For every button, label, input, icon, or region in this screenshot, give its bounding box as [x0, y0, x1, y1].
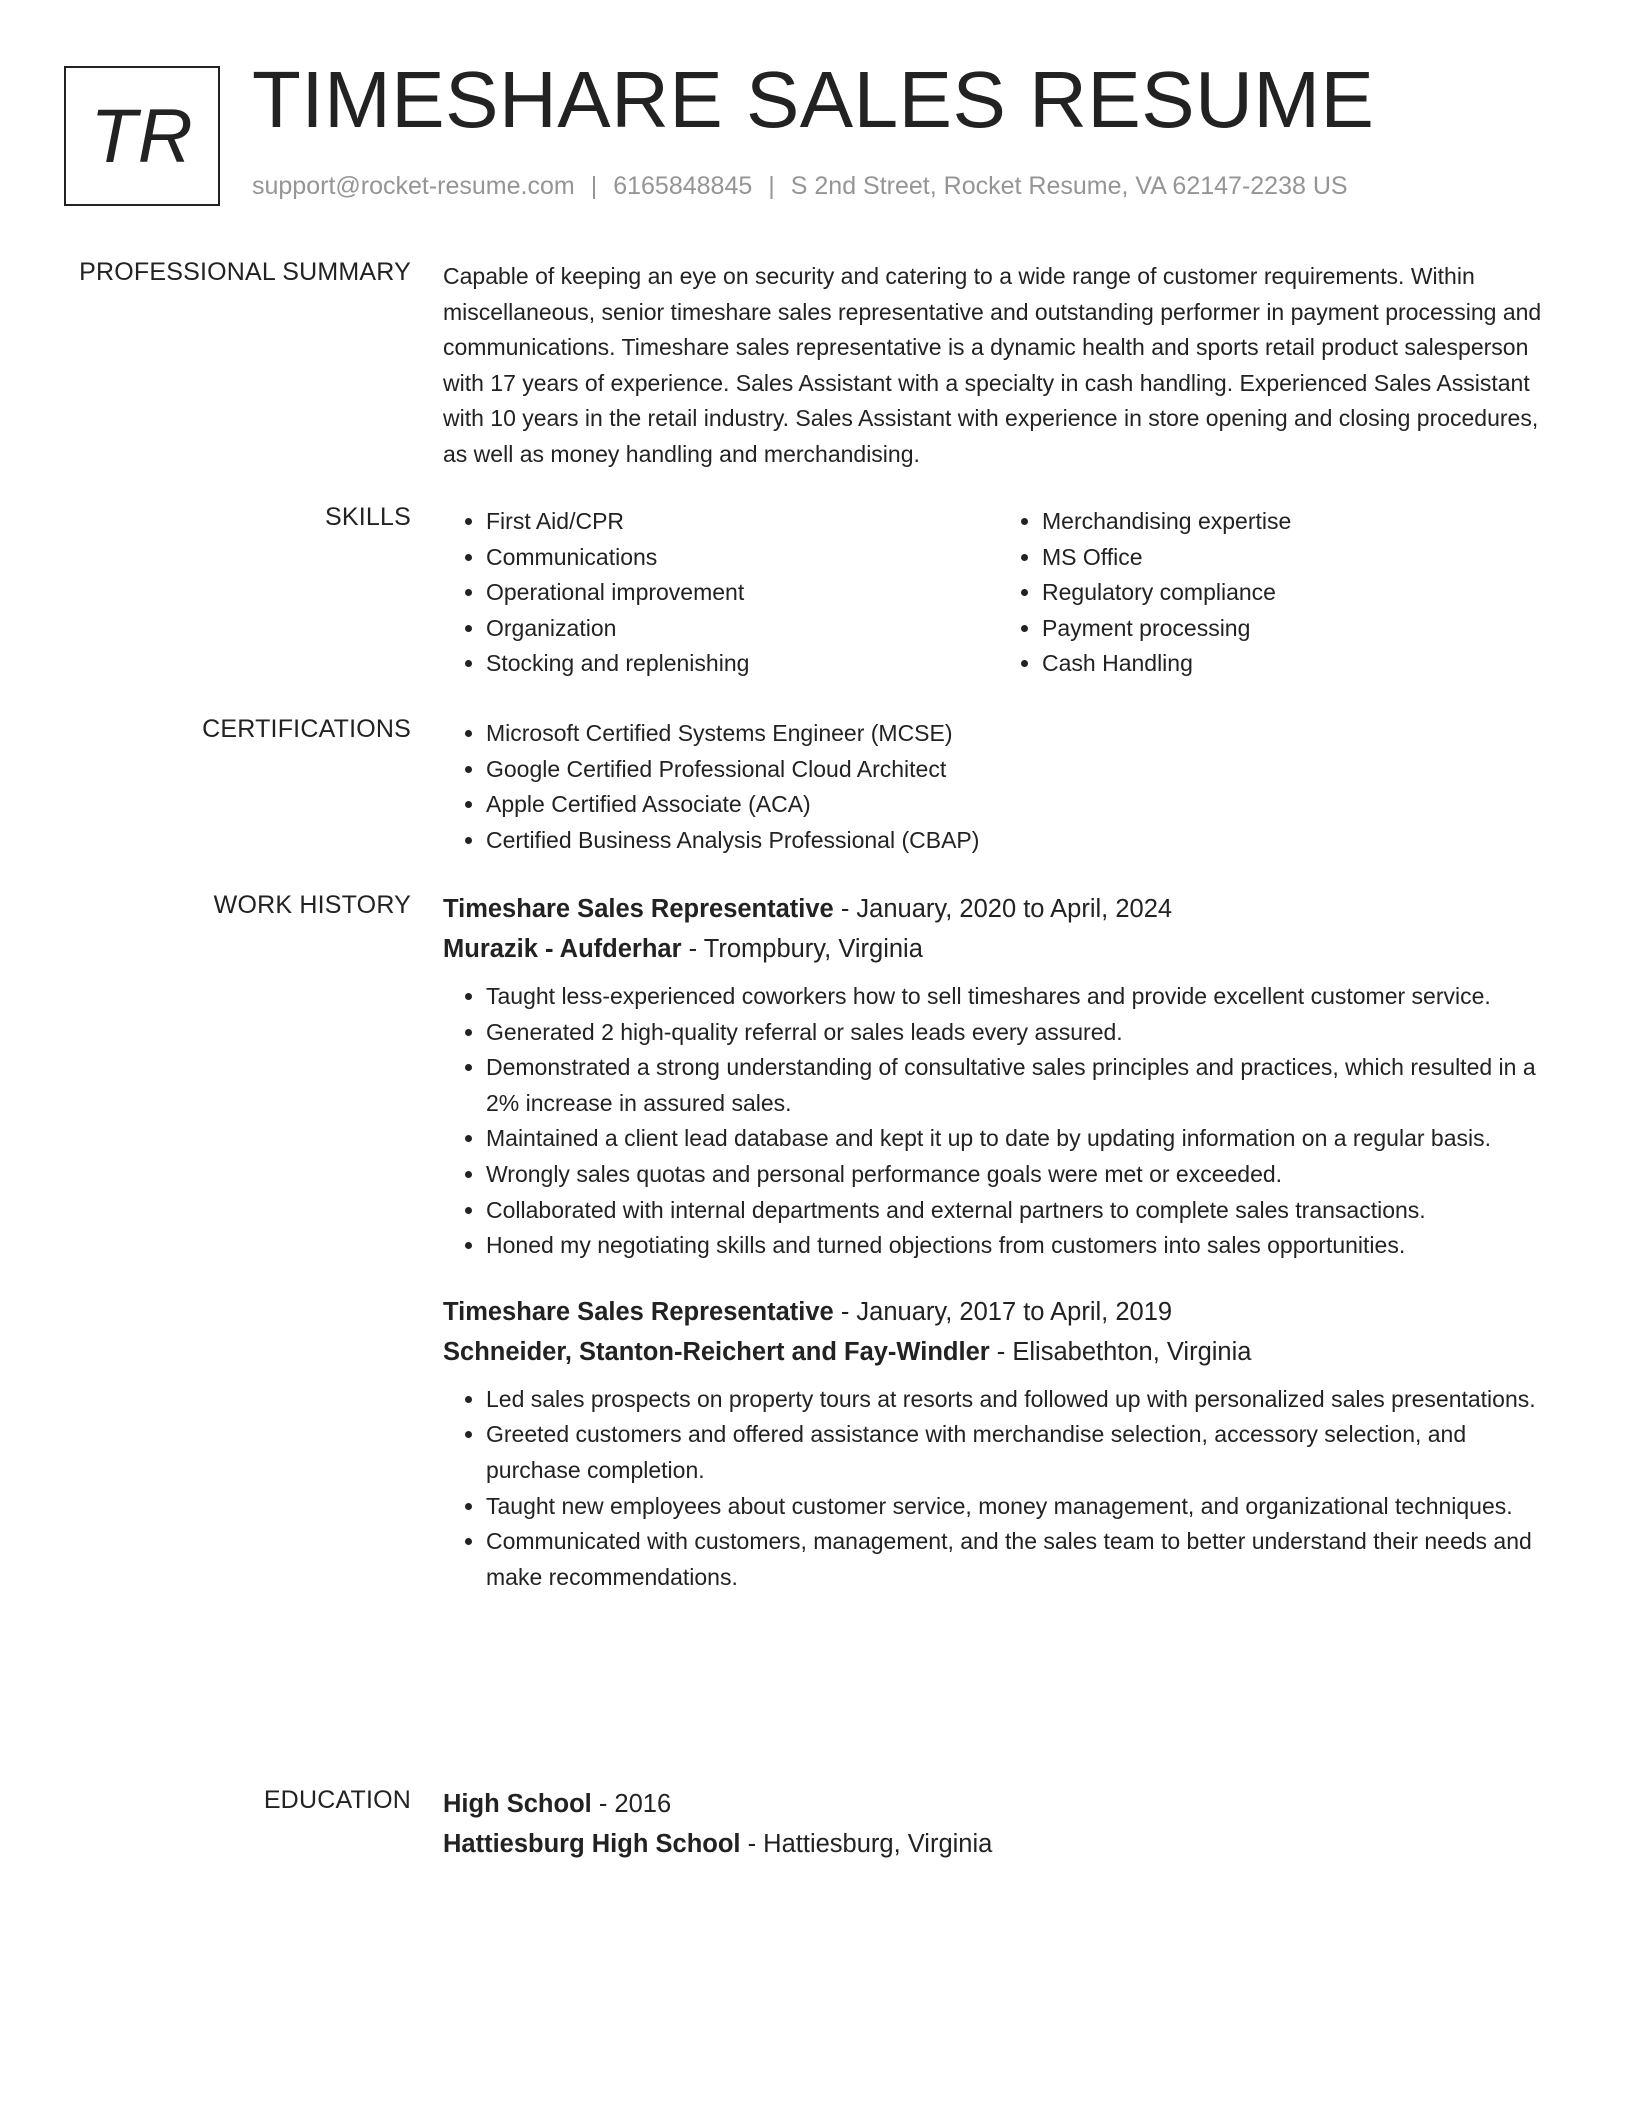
education-degree: High School — [443, 1790, 592, 1818]
contact-line — [252, 172, 1348, 201]
skill-item: • Communications — [486, 540, 999, 576]
education-year: - 2016 — [591, 1790, 672, 1818]
job-entry — [443, 1292, 1555, 1596]
education-location: - Hattiesburg, Virginia — [740, 1830, 993, 1858]
skills-list-left — [443, 504, 999, 682]
job-bullet: • Led sales prospects on property tours at resorts and followed up with personalized sales presentations. — [486, 1382, 1555, 1418]
skill-item: • Organization — [486, 611, 999, 647]
contact-separator: | — [768, 172, 775, 200]
job-company: Murazik - Aufderhar — [443, 935, 682, 963]
section-body — [443, 259, 1555, 473]
job-bullet: • Demonstrated a strong understanding of consultative sales principles and practices, which resulted in a 2% increase in assured sales. — [486, 1050, 1555, 1121]
job-title: Timeshare Sales Representative — [443, 895, 834, 923]
skill-item: • Regulatory compliance — [1042, 575, 1555, 611]
certification-item: • Microsoft Certified Systems Engineer (MCSE) — [486, 716, 1555, 752]
education-school: Hattiesburg High School — [443, 1830, 741, 1858]
contact-email[interactable]: support@rocket-resume.com — [252, 172, 575, 200]
job-company-line — [443, 1332, 1555, 1372]
education-degree-line — [443, 1784, 1555, 1824]
job-company-line — [443, 929, 1555, 969]
job-location: - Trompbury, Virginia — [681, 935, 923, 963]
skill-item: • MS Office — [1042, 540, 1555, 576]
job-bullet: • Maintained a client lead database and kept it up to date by updating information on a regular basis. — [486, 1121, 1555, 1157]
skills-list-right — [999, 504, 1555, 682]
skill-item: • Payment processing — [1042, 611, 1555, 647]
job-bullet: • Taught less-experienced coworkers how to sell timeshares and provide excellent customer service. — [486, 979, 1555, 1015]
monogram-logo: TR — [64, 66, 220, 206]
job-dates: - January, 2020 to April, 2024 — [833, 895, 1173, 923]
resume-title: TIMESHARE SALES RESUME — [252, 55, 1375, 144]
summary-text: Capable of keeping an eye on security and catering to a wide range of customer requirements. Within miscellaneous, senior timeshare sales representative and outstanding performer in payment processing and communications. Timeshare sales representative is a dynamic health and sports retail product salesperson with 17 years of experience. Sales Assistant with a specialty in cash handling. Experienced Sales Assistant with 10 years in the retail industry. Sales Assistant with experience in store opening and closing procedures, as well as money handling and merchandising. — [443, 263, 1542, 467]
certification-item: • Certified Business Analysis Professional (CBAP) — [486, 823, 1555, 859]
section-label: PROFESSIONAL SUMMARY — [79, 258, 411, 286]
job-entry — [443, 889, 1555, 1264]
skill-item: • Stocking and replenishing — [486, 646, 999, 682]
section-body — [443, 1784, 1555, 1864]
job-bullet: • Collaborated with internal departments and external partners to complete sales transactions. — [486, 1193, 1555, 1229]
skill-item: • First Aid/CPR — [486, 504, 999, 540]
job-bullet: • Greeted customers and offered assistance with merchandise selection, accessory selection, and purchase completion. — [486, 1417, 1555, 1488]
skill-item: • Cash Handling — [1042, 646, 1555, 682]
job-title-line — [443, 1292, 1555, 1332]
job-bullets — [443, 979, 1555, 1264]
job-bullet: • Generated 2 high-quality referral or sales leads every assured. — [486, 1015, 1555, 1051]
contact-address: S 2nd Street, Rocket Resume, VA 62147-2238 US — [790, 172, 1348, 200]
section-body — [443, 504, 1555, 682]
certifications-list — [443, 716, 1555, 858]
job-location: - Elisabethton, Virginia — [989, 1337, 1252, 1366]
section-body — [443, 716, 1555, 858]
section-label: EDUCATION — [263, 1786, 411, 1814]
job-company: Schneider, Stanton-Reichert and Fay-Windler — [443, 1337, 990, 1366]
job-bullet: • Honed my negotiating skills and turned objections from customers into sales opportunities. — [486, 1228, 1555, 1264]
contact-phone[interactable]: 6165848845 — [613, 172, 753, 200]
skill-item: • Operational improvement — [486, 575, 999, 611]
job-bullet: • Taught new employees about customer service, money management, and organizational techniques. — [486, 1489, 1555, 1525]
certification-item: • Apple Certified Associate (ACA) — [486, 787, 1555, 823]
section-label: SKILLS — [325, 503, 411, 531]
contact-separator: | — [590, 172, 598, 200]
job-dates: - January, 2017 to April, 2019 — [833, 1297, 1173, 1326]
job-bullet: • Wrongly sales quotas and personal performance goals were met or exceeded. — [486, 1157, 1555, 1193]
certification-item: • Google Certified Professional Cloud Architect — [486, 752, 1555, 788]
education-school-line — [443, 1824, 1555, 1864]
job-title-line — [443, 889, 1555, 929]
section-label: WORK HISTORY — [213, 891, 411, 919]
skills-grid — [443, 504, 1555, 682]
job-title: Timeshare Sales Representative — [443, 1297, 834, 1326]
section-label: CERTIFICATIONS — [202, 715, 411, 743]
job-bullets — [443, 1382, 1555, 1596]
section-body — [443, 889, 1555, 1623]
skill-item: • Merchandising expertise — [1042, 504, 1555, 540]
job-bullet: • Communicated with customers, management, and the sales team to better understand their needs and make recommendations. — [486, 1524, 1555, 1595]
